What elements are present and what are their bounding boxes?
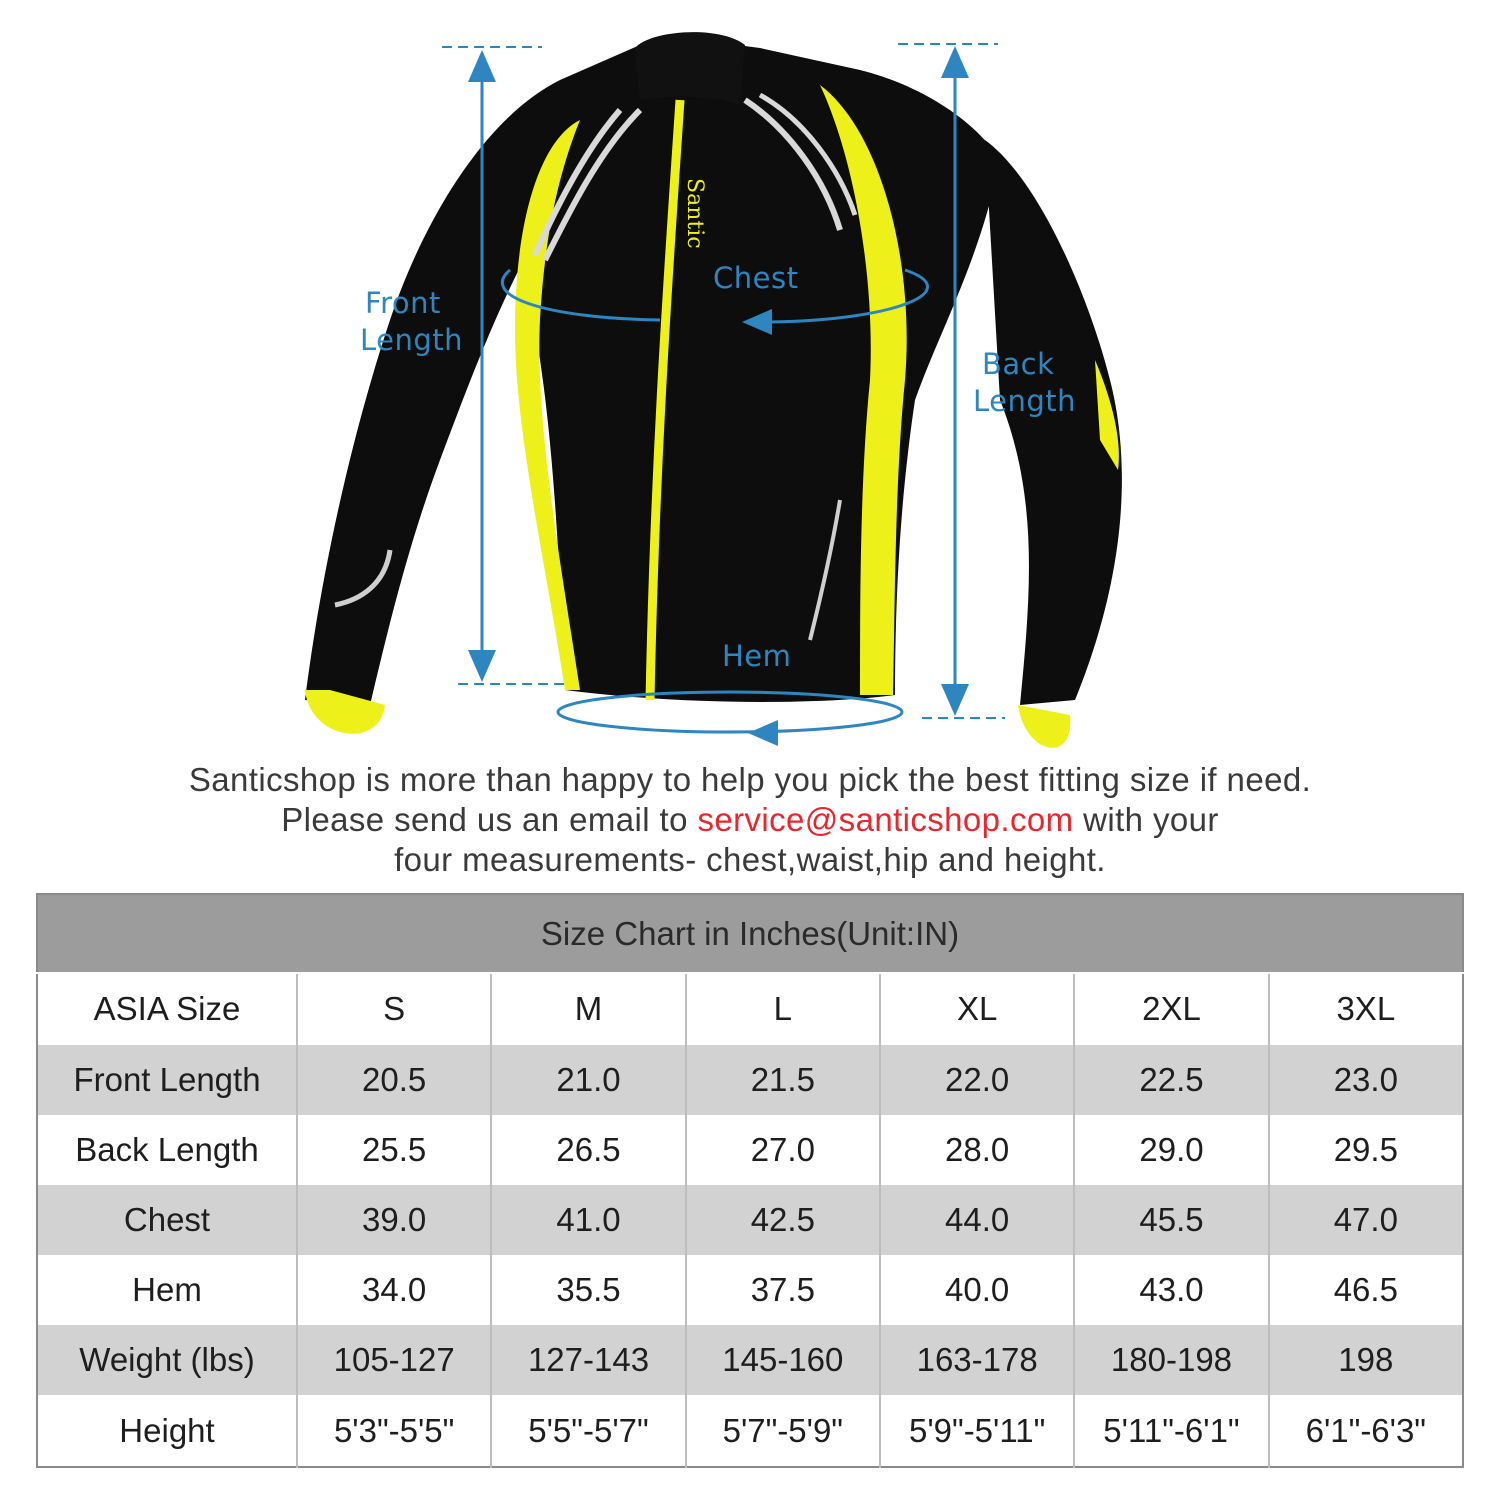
table-cell: 39.0 bbox=[297, 1185, 491, 1255]
header-cell: 2XL bbox=[1074, 973, 1268, 1045]
hem-label: Hem bbox=[722, 639, 792, 673]
table-cell: 22.5 bbox=[1074, 1045, 1268, 1115]
table-header-row bbox=[37, 973, 1463, 1045]
row-label: Hem bbox=[37, 1255, 297, 1325]
table-cell: 28.0 bbox=[880, 1115, 1074, 1185]
table-cell: 45.5 bbox=[1074, 1185, 1268, 1255]
message-line-2 bbox=[0, 800, 1500, 840]
table-cell: 145-160 bbox=[686, 1325, 880, 1395]
header-cell: ASIA Size bbox=[37, 973, 297, 1045]
size-chart-table bbox=[36, 893, 1464, 1468]
table-row bbox=[37, 1395, 1463, 1467]
header-cell: L bbox=[686, 973, 880, 1045]
sizing-help-message bbox=[0, 760, 1500, 880]
table-row bbox=[37, 1325, 1463, 1395]
message-line-3: four measurements- chest,waist,hip and height. bbox=[394, 841, 1106, 878]
table-cell: 5'11"-6'1" bbox=[1074, 1395, 1268, 1467]
message-line-2-start: Please send us an email to bbox=[281, 801, 698, 838]
row-label: Height bbox=[37, 1395, 297, 1467]
brand-logo: Santic bbox=[682, 178, 707, 249]
support-email-link[interactable]: service@santicshop.com bbox=[697, 801, 1074, 838]
table-cell: 29.5 bbox=[1269, 1115, 1463, 1185]
table-cell: 34.0 bbox=[297, 1255, 491, 1325]
header-cell: XL bbox=[880, 973, 1074, 1045]
table-cell: 21.0 bbox=[491, 1045, 685, 1115]
table-cell: 5'3"-5'5" bbox=[297, 1395, 491, 1467]
back-length-label-2: Length bbox=[973, 384, 1077, 418]
table-cell: 23.0 bbox=[1269, 1045, 1463, 1115]
table-row bbox=[37, 1045, 1463, 1115]
table-cell: 27.0 bbox=[686, 1115, 880, 1185]
table-cell: 41.0 bbox=[491, 1185, 685, 1255]
table-cell: 5'9"-5'11" bbox=[880, 1395, 1074, 1467]
table-cell: 29.0 bbox=[1074, 1115, 1268, 1185]
front-length-label-1: Front bbox=[365, 286, 441, 320]
table-row bbox=[37, 1115, 1463, 1185]
table-cell: 25.5 bbox=[297, 1115, 491, 1185]
table-cell: 20.5 bbox=[297, 1045, 491, 1115]
table-cell: 5'5"-5'7" bbox=[491, 1395, 685, 1467]
row-label: Chest bbox=[37, 1185, 297, 1255]
table-row bbox=[37, 1185, 1463, 1255]
table-cell: 46.5 bbox=[1269, 1255, 1463, 1325]
size-chart bbox=[36, 893, 1464, 1468]
header-cell: 3XL bbox=[1269, 973, 1463, 1045]
row-label: Front Length bbox=[37, 1045, 297, 1115]
table-cell: 21.5 bbox=[686, 1045, 880, 1115]
table-cell: 37.5 bbox=[686, 1255, 880, 1325]
table-cell: 6'1"-6'3" bbox=[1269, 1395, 1463, 1467]
row-label: Back Length bbox=[37, 1115, 297, 1185]
message-line-1: Santicshop is more than happy to help you pick the best fitting size if need. bbox=[188, 761, 1312, 798]
header-cell: M bbox=[491, 973, 685, 1045]
table-cell: 5'7"-5'9" bbox=[686, 1395, 880, 1467]
table-cell: 127-143 bbox=[491, 1325, 685, 1395]
table-cell: 47.0 bbox=[1269, 1185, 1463, 1255]
table-cell: 180-198 bbox=[1074, 1325, 1268, 1395]
row-label: Weight (lbs) bbox=[37, 1325, 297, 1395]
front-length-label-2: Length bbox=[360, 323, 464, 357]
header-cell: S bbox=[297, 973, 491, 1045]
table-cell: 40.0 bbox=[880, 1255, 1074, 1325]
table-cell: 22.0 bbox=[880, 1045, 1074, 1115]
table-cell: 198 bbox=[1269, 1325, 1463, 1395]
table-row bbox=[37, 1255, 1463, 1325]
back-length-label-1: Back bbox=[982, 347, 1055, 381]
message-line-2-end: with your bbox=[1073, 801, 1219, 838]
table-cell: 26.5 bbox=[491, 1115, 685, 1185]
table-cell: 35.5 bbox=[491, 1255, 685, 1325]
chest-label: Chest bbox=[713, 261, 799, 295]
size-chart-caption: Size Chart in Inches(Unit:IN) bbox=[37, 894, 1463, 973]
table-cell: 105-127 bbox=[297, 1325, 491, 1395]
table-cell: 44.0 bbox=[880, 1185, 1074, 1255]
table-cell: 43.0 bbox=[1074, 1255, 1268, 1325]
table-cell: 42.5 bbox=[686, 1185, 880, 1255]
table-cell: 163-178 bbox=[880, 1325, 1074, 1395]
